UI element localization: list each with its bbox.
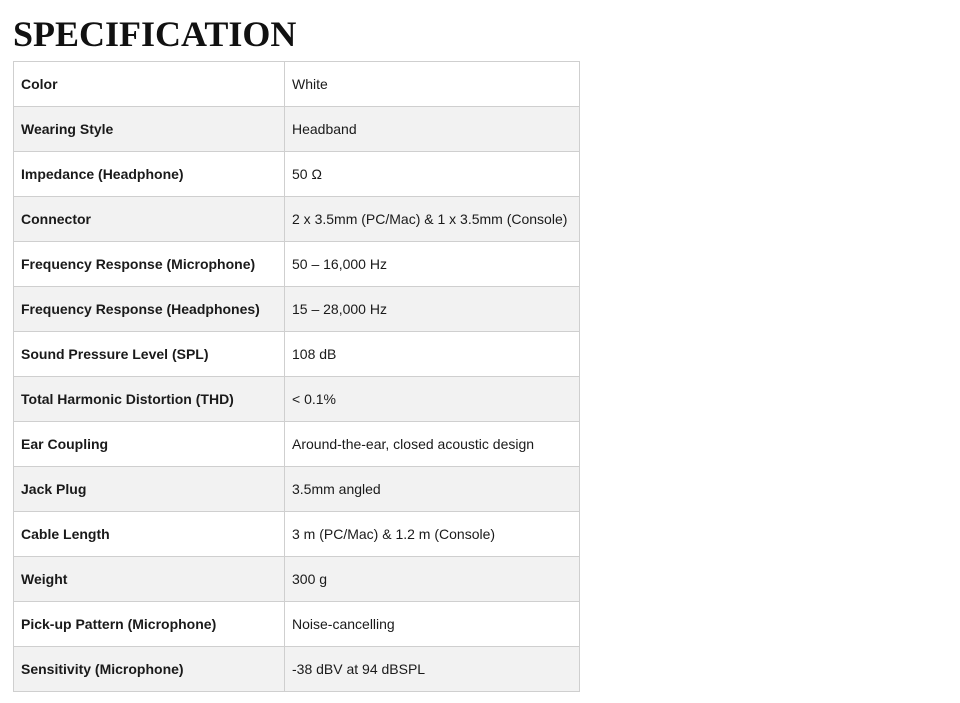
spec-value: 15 – 28,000 Hz <box>285 287 580 332</box>
spec-label: Frequency Response (Microphone) <box>14 242 285 287</box>
page-title: SPECIFICATION <box>13 14 297 54</box>
spec-label: Weight <box>14 557 285 602</box>
table-row <box>14 332 580 377</box>
table-row <box>14 107 580 152</box>
table-row <box>14 197 580 242</box>
table-row <box>14 647 580 692</box>
spec-value: Noise-cancelling <box>285 602 580 647</box>
spec-value: 3.5mm angled <box>285 467 580 512</box>
spec-value: Headband <box>285 107 580 152</box>
specification-table <box>13 61 580 692</box>
table-row <box>14 422 580 467</box>
spec-label: Sound Pressure Level (SPL) <box>14 332 285 377</box>
spec-label: Ear Coupling <box>14 422 285 467</box>
table-row <box>14 512 580 557</box>
table-row <box>14 377 580 422</box>
spec-label: Connector <box>14 197 285 242</box>
spec-label: Frequency Response (Headphones) <box>14 287 285 332</box>
spec-label: Total Harmonic Distortion (THD) <box>14 377 285 422</box>
spec-value: -38 dBV at 94 dBSPL <box>285 647 580 692</box>
spec-label: Cable Length <box>14 512 285 557</box>
spec-label: Wearing Style <box>14 107 285 152</box>
spec-value: 50 Ω <box>285 152 580 197</box>
spec-label: Sensitivity (Microphone) <box>14 647 285 692</box>
table-row <box>14 467 580 512</box>
table-row <box>14 152 580 197</box>
spec-label: Color <box>14 62 285 107</box>
spec-label: Impedance (Headphone) <box>14 152 285 197</box>
spec-value: White <box>285 62 580 107</box>
table-row <box>14 557 580 602</box>
table-row <box>14 242 580 287</box>
spec-label: Pick-up Pattern (Microphone) <box>14 602 285 647</box>
spec-value: 50 – 16,000 Hz <box>285 242 580 287</box>
spec-label: Jack Plug <box>14 467 285 512</box>
spec-value: 108 dB <box>285 332 580 377</box>
spec-value: Around-the-ear, closed acoustic design <box>285 422 580 467</box>
table-row <box>14 287 580 332</box>
table-row <box>14 602 580 647</box>
spec-value: 2 x 3.5mm (PC/Mac) & 1 x 3.5mm (Console) <box>285 197 580 242</box>
spec-value: 3 m (PC/Mac) & 1.2 m (Console) <box>285 512 580 557</box>
spec-value: < 0.1% <box>285 377 580 422</box>
spec-value: 300 g <box>285 557 580 602</box>
table-row <box>14 62 580 107</box>
